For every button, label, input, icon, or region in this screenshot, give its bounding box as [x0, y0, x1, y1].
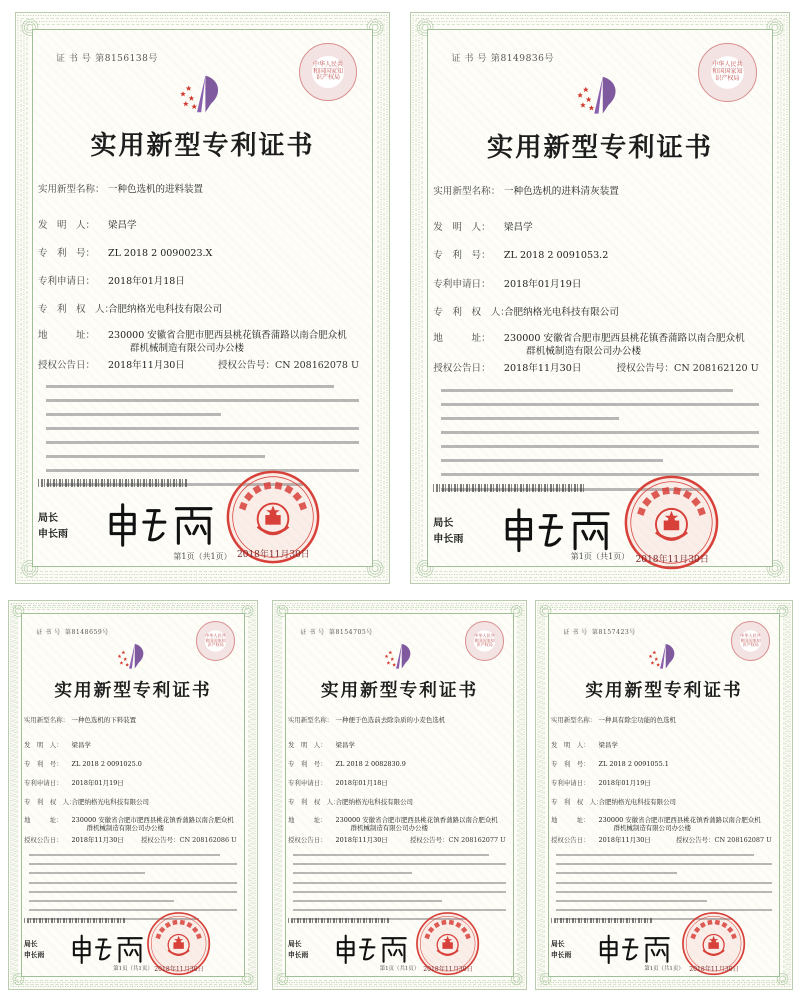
field-value: 2018年01月18日 [335, 778, 388, 787]
body-text-line [46, 385, 334, 388]
field-value: 合肥纳格光电科技有限公司 [598, 797, 676, 806]
field-value: 一种便于色选前去除杂质的小麦色选机 [335, 716, 446, 725]
certificate-title: 实用新型专利证书 [90, 131, 315, 161]
field-row [433, 330, 744, 344]
certificate-number-label: 证 书 号 [563, 628, 588, 636]
director-name: 申长雨 [287, 951, 309, 960]
field-row [38, 357, 185, 371]
body-text-line [556, 900, 707, 902]
field-row [288, 740, 355, 749]
patent-certificate [8, 600, 258, 990]
field-label: 专 利 权 人： [550, 797, 603, 806]
body-text-line [29, 891, 236, 893]
seal-date: 2018年11月30日 [423, 966, 473, 974]
body-text-line [556, 863, 771, 865]
field-value: ZL 2018 2 0082830.9 [335, 759, 406, 768]
field-value: 2018年01月18日 [108, 276, 185, 287]
security-qr-disc [465, 621, 504, 660]
field-label: 专利申请日： [38, 276, 96, 287]
field-row [433, 247, 608, 261]
barcode [38, 479, 188, 487]
body-text-line [441, 389, 733, 392]
security-qr-text: 中华人民共和国国家知识产权局 [205, 633, 226, 648]
field-label: 专利申请日： [550, 778, 590, 787]
field-label: 专 利 权 人： [23, 797, 76, 806]
field-row [551, 797, 676, 806]
field-value: 2018年11月30日 [598, 835, 651, 844]
barcode [24, 918, 126, 923]
field-label: 专 利 号： [38, 248, 96, 259]
body-text-line [441, 445, 758, 448]
field-row [433, 219, 532, 233]
field-row [551, 740, 618, 749]
field-row [551, 835, 651, 844]
field-value: 一种色选机的进料装置 [108, 184, 204, 195]
sipo-logo-icon [169, 73, 239, 115]
field-label: 发 明 人： [38, 220, 96, 231]
security-qr-text: 中华人民共和国国家知识产权局 [712, 61, 743, 83]
field-label: 专 利 权 人： [38, 304, 115, 315]
director-name: 申长雨 [38, 529, 68, 540]
body-text-line [556, 882, 771, 884]
body-text-line [556, 891, 771, 893]
field-value: 2018年11月30日 [71, 835, 124, 844]
field-label: 地 址： [550, 815, 590, 824]
seal-date: 2018年11月30日 [689, 966, 739, 974]
certificate-number-value: 第8154705号 [328, 628, 373, 636]
address-line-2: 群机械制造有限公司办公楼 [613, 824, 691, 833]
field-label: 实用新型名称： [550, 716, 597, 725]
certificate-number [36, 627, 109, 636]
field-value: 2018年11月30日 [335, 835, 388, 844]
body-text-line [29, 863, 236, 865]
body-text-line [29, 872, 145, 874]
director-signature [69, 933, 149, 966]
announcement-number [141, 835, 237, 844]
certificate-number [451, 51, 554, 64]
field-label: 实用新型名称： [433, 185, 501, 197]
announcement-number-value: CN 208162078 U [274, 360, 359, 371]
announcement-number-value: CN 208162086 U [179, 835, 237, 844]
field-value: 一种色选机的下料装置 [71, 716, 137, 725]
barcode [433, 484, 585, 492]
field-value: 合肥纳格光电科技有限公司 [108, 304, 223, 315]
field-label: 授权公告日： [23, 835, 63, 844]
field-label: 专 利 权 人： [433, 306, 510, 318]
field-row [288, 778, 388, 787]
director-name: 申长雨 [23, 951, 45, 960]
field-row [288, 815, 498, 824]
field-row [24, 778, 124, 787]
page-footer: 第1页（共1页） [644, 966, 684, 973]
director-signature [500, 506, 619, 554]
field-label: 地 址： [433, 333, 491, 345]
certificate-number-label: 证 书 号 [56, 54, 92, 64]
field-label: 授权公告日： [550, 835, 590, 844]
field-value: ZL 2018 2 0091055.1 [598, 759, 669, 768]
field-row [288, 715, 445, 724]
seal-date: 2018年11月30日 [237, 550, 310, 560]
field-value: 2018年01月19日 [71, 778, 124, 787]
field-label: 发 明 人： [287, 740, 327, 749]
certificate-number-label: 证 书 号 [300, 628, 325, 636]
field-row [433, 360, 581, 374]
address-line-2: 群机械制造有限公司办公楼 [526, 346, 642, 358]
body-text-line [293, 882, 505, 884]
body-text-line [29, 900, 174, 902]
director-title: 局长 [433, 517, 454, 529]
announcement-number-label: 授权公告号： [140, 835, 180, 844]
field-row [288, 835, 388, 844]
field-value: ZL 2018 2 0090023.X [108, 248, 213, 259]
field-value: 合肥纳格光电科技有限公司 [71, 797, 149, 806]
body-text-line [293, 872, 412, 874]
body-text-line [293, 900, 442, 902]
page-footer: 第1页（共1页） [173, 552, 232, 561]
announcement-number [218, 357, 359, 371]
address-line-2: 群机械制造有限公司办公楼 [86, 824, 164, 833]
address-line-2: 群机械制造有限公司办公楼 [350, 824, 428, 833]
field-label: 授权公告日： [38, 360, 96, 371]
field-label: 授权公告日： [287, 835, 327, 844]
barcode [288, 918, 390, 923]
field-row [433, 183, 619, 197]
director-title: 局长 [287, 940, 302, 949]
sipo-logo-icon [641, 642, 689, 671]
body-text-line [293, 863, 505, 865]
field-value: 230000 安徽省合肥市肥西县桃花镇香蒲路以南合肥众机 [598, 815, 761, 824]
field-row [551, 759, 669, 768]
field-row [24, 797, 149, 806]
certificate-number-value: 第8157423号 [591, 628, 636, 636]
field-row [24, 815, 234, 824]
patent-certificate [410, 12, 790, 584]
field-value: 2018年11月30日 [108, 360, 185, 371]
field-row [551, 715, 676, 724]
field-row [24, 759, 142, 768]
page-footer: 第1页（共1页） [113, 966, 153, 973]
field-row [24, 835, 124, 844]
field-value: 梁昌学 [335, 740, 355, 749]
field-label: 专利申请日： [287, 778, 327, 787]
announcement-number [617, 360, 759, 374]
announcement-number [676, 835, 772, 844]
certificate-number [563, 627, 636, 636]
body-text-line [556, 872, 677, 874]
security-qr-text: 中华人民共和国国家知识产权局 [474, 633, 495, 648]
field-value: 2018年01月19日 [598, 778, 651, 787]
patent-certificate [535, 600, 793, 990]
body-text-line [46, 441, 359, 444]
certificate-number-value: 第8156138号 [95, 54, 158, 64]
page-footer: 第1页（共1页） [570, 550, 630, 561]
field-value: 230000 安徽省合肥市肥西县桃花镇香蒲路以南合肥众机 [503, 333, 745, 345]
field-label: 专 利 号： [433, 250, 491, 262]
certificate-title: 实用新型专利证书 [487, 132, 713, 164]
field-label: 专 利 号： [23, 759, 63, 768]
director-signature [596, 933, 676, 966]
field-value: ZL 2018 2 0091053.2 [503, 250, 609, 262]
field-row [24, 715, 136, 724]
field-row [288, 759, 406, 768]
field-value: ZL 2018 2 0091025.0 [71, 759, 142, 768]
field-value: 230000 安徽省合肥市肥西县桃花镇香蒲路以南合肥众机 [108, 330, 347, 341]
body-text-line [293, 891, 505, 893]
seal-date: 2018年11月30日 [154, 966, 204, 974]
field-label: 专 利 权 人： [287, 797, 340, 806]
certificate-number-label: 证 书 号 [451, 54, 487, 65]
body-text-line [441, 403, 758, 406]
field-value: 一种色选机的进料清灰装置 [503, 185, 619, 197]
announcement-number-value: CN 208162087 U [714, 835, 772, 844]
page-footer: 第1页（共1页） [379, 966, 420, 973]
field-label: 发 明 人： [23, 740, 63, 749]
announcement-number-label: 授权公告号： [409, 835, 449, 844]
certificate-number [300, 627, 373, 636]
field-label: 实用新型名称： [287, 716, 334, 725]
certificate-number-label: 证 书 号 [36, 628, 61, 636]
certificate-number-value: 第8148659号 [64, 628, 109, 636]
field-label: 地 址： [38, 330, 96, 341]
field-value: 梁昌学 [503, 222, 533, 234]
security-qr-text: 中华人民共和国国家知识产权局 [312, 60, 343, 82]
field-row [433, 276, 581, 290]
field-row [38, 181, 203, 195]
field-value: 梁昌学 [108, 220, 137, 231]
field-row [433, 304, 619, 318]
field-value: 230000 安徽省合肥市肥西县桃花镇香蒲路以南合肥众机 [335, 815, 498, 824]
sipo-logo-icon [110, 642, 158, 671]
director-name: 申长雨 [433, 534, 464, 546]
director-name: 申长雨 [550, 951, 572, 960]
announcement-number [410, 835, 506, 844]
field-row [38, 301, 222, 315]
body-text-line [46, 455, 265, 458]
security-qr-disc [299, 43, 357, 101]
field-label: 实用新型名称： [38, 184, 105, 195]
security-qr-disc [731, 621, 770, 660]
sipo-logo-icon [566, 74, 637, 116]
sipo-logo-icon [377, 642, 425, 671]
announcement-number-value: CN 208162077 U [448, 835, 506, 844]
body-text-line [46, 413, 221, 416]
field-value: 梁昌学 [598, 740, 618, 749]
director-title: 局长 [550, 940, 565, 949]
director-title: 局长 [23, 940, 38, 949]
barcode [551, 918, 653, 923]
certificate-title: 实用新型专利证书 [54, 680, 212, 702]
field-value: 230000 安徽省合肥市肥西县桃花镇香蒲路以南合肥众机 [71, 815, 234, 824]
field-label: 地 址： [23, 815, 63, 824]
field-row [551, 778, 651, 787]
patent-certificate [15, 12, 390, 584]
body-text-line [441, 431, 758, 434]
field-value: 一种具有除尘功能的色选机 [598, 716, 676, 725]
field-value: 2018年11月30日 [503, 363, 582, 375]
body-text-line [293, 854, 488, 856]
announcement-number-label: 授权公告号： [616, 363, 674, 375]
seal-date: 2018年11月30日 [635, 555, 709, 566]
field-row [288, 797, 413, 806]
field-row [38, 327, 347, 341]
certificate-number [56, 51, 158, 64]
field-row [24, 740, 91, 749]
body-text-line [441, 459, 663, 462]
field-label: 发 明 人： [433, 222, 491, 234]
body-text-line [46, 399, 359, 402]
certificate-title: 实用新型专利证书 [320, 680, 479, 702]
field-label: 地 址： [287, 815, 327, 824]
field-value: 梁昌学 [71, 740, 91, 749]
field-value: 合肥纳格光电科技有限公司 [335, 797, 413, 806]
field-value: 2018年01月19日 [503, 278, 582, 290]
field-label: 发 明 人： [550, 740, 590, 749]
director-title: 局长 [38, 513, 58, 524]
field-value: 合肥纳格光电科技有限公司 [503, 306, 619, 318]
certificate-number-value: 第8149836号 [490, 54, 554, 65]
director-signature [333, 933, 413, 966]
field-label: 专 利 号： [550, 759, 590, 768]
address-line-2: 群机械制造有限公司办公楼 [130, 343, 245, 354]
body-text-line [441, 417, 619, 420]
field-label: 实用新型名称： [23, 716, 70, 725]
announcement-number-value: CN 208162120 U [673, 363, 759, 375]
security-qr-text: 中华人民共和国国家知识产权局 [740, 633, 761, 648]
field-label: 专利申请日： [23, 778, 63, 787]
security-qr-disc [196, 621, 235, 660]
field-label: 授权公告日： [433, 363, 491, 375]
body-text-line [46, 427, 359, 430]
certificate-title: 实用新型专利证书 [585, 680, 743, 702]
field-row [38, 245, 212, 259]
field-label: 专利申请日： [433, 278, 491, 290]
field-label: 专 利 号： [287, 759, 327, 768]
body-text-line [556, 854, 754, 856]
field-row [38, 273, 185, 287]
announcement-number-label: 授权公告号： [217, 360, 275, 371]
field-row [38, 217, 137, 231]
announcement-number-label: 授权公告号： [675, 835, 715, 844]
patent-certificate [272, 600, 527, 990]
body-text-line [29, 882, 236, 884]
director-signature [104, 501, 222, 549]
body-text-line [29, 854, 220, 856]
field-row [551, 815, 761, 824]
security-qr-disc [698, 43, 757, 102]
